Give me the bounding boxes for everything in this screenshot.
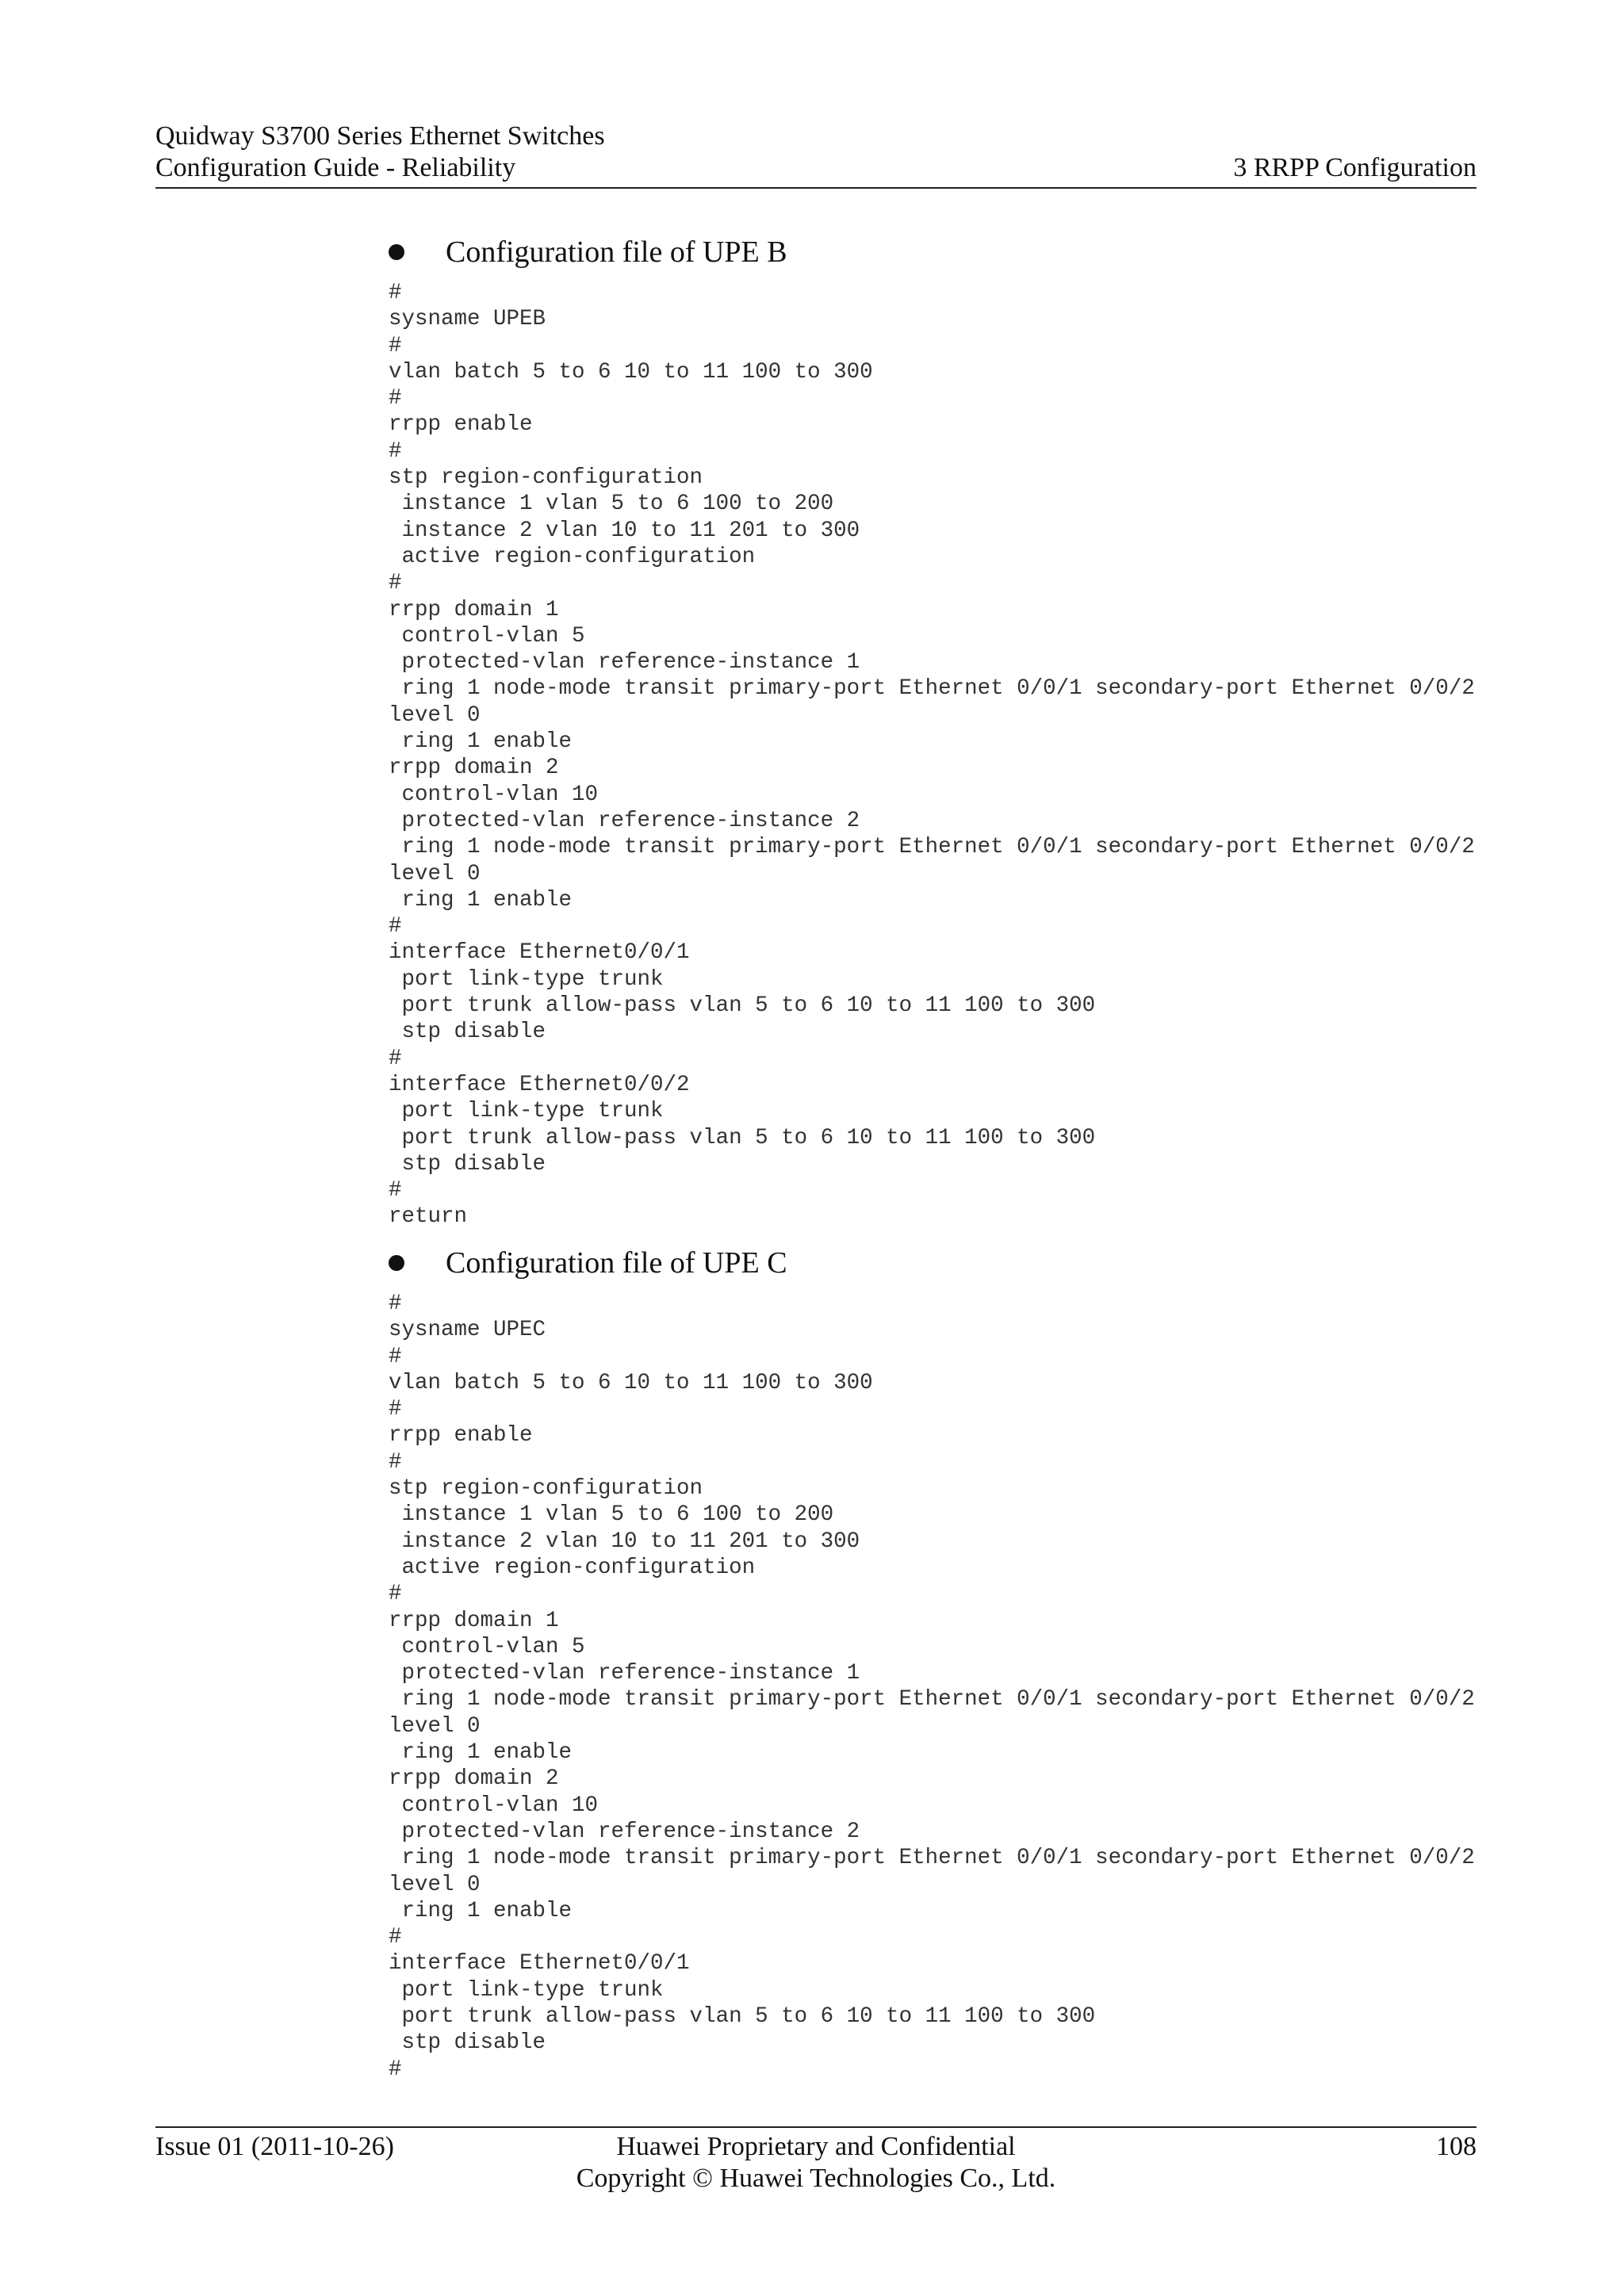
section-title: Configuration file of UPE B — [446, 235, 787, 269]
header-product: Quidway S3700 Series Ethernet Switches — [155, 121, 605, 151]
header-chapter: 3 RRPP Configuration — [1233, 153, 1477, 182]
bullet-icon — [389, 244, 404, 260]
header-guide: Configuration Guide - Reliability — [155, 153, 516, 182]
section-title: Configuration file of UPE C — [446, 1246, 787, 1280]
section-heading-upe-b — [389, 232, 787, 272]
page-number: 108 — [1436, 2132, 1477, 2161]
page-header — [155, 119, 1477, 189]
page-footer — [155, 2126, 1477, 2199]
bullet-icon — [389, 1255, 404, 1271]
footer-issue: Issue 01 (2011-10-26) — [155, 2132, 394, 2161]
footer-center — [155, 2131, 1477, 2195]
section-heading-upe-c — [389, 1243, 787, 1283]
config-code-upe-b: # sysname UPEB # vlan batch 5 to 6 10 to 11 100 to 300 # rrpp enable # stp region-configuration instance 1 vlan 5 to 6 100 to 200 instance 2 vlan 10 to 11 201 to 300 active region-configuration # rrpp domain 1 control-vlan 5 protected-vlan reference-instance 1 ring 1 node-mode transit primary-port Ethernet 0/0/1 secondary-port Ethernet 0/0/2 level 0 ring 1 enable rrpp domain 2 control-vlan 10 protected-vlan reference-instance 2 ring 1 node-mode transit primary-port Ethernet 0/0/1 secondary-port Ethernet 0/0/2 level 0 ring 1 enable # interface Ethernet0/0/1 port link-type trunk port trunk allow-pass vlan 5 to 6 10 to 11 100 to 300 stp disable # interface Ethernet0/0/2 port link-type trunk port trunk allow-pass vlan 5 to 6 10 to 11 100 to 300 stp disable # return — [389, 281, 1475, 1230]
footer-confidential: Huawei Proprietary and Confidential — [616, 2132, 1016, 2161]
footer-copyright: Copyright © Huawei Technologies Co., Ltd. — [576, 2164, 1056, 2193]
config-code-upe-c: # sysname UPEC # vlan batch 5 to 6 10 to 11 100 to 300 # rrpp enable # stp region-configuration instance 1 vlan 5 to 6 100 to 200 instance 2 vlan 10 to 11 201 to 300 active region-configuration # rrpp domain 1 control-vlan 5 protected-vlan reference-instance 1 ring 1 node-mode transit primary-port Ethernet 0/0/1 secondary-port Ethernet 0/0/2 level 0 ring 1 enable rrpp domain 2 control-vlan 10 protected-vlan reference-instance 2 ring 1 node-mode transit primary-port Ethernet 0/0/1 secondary-port Ethernet 0/0/2 level 0 ring 1 enable # interface Ethernet0/0/1 port link-type trunk port trunk allow-pass vlan 5 to 6 10 to 11 100 to 300 stp disable # — [389, 1292, 1475, 2082]
